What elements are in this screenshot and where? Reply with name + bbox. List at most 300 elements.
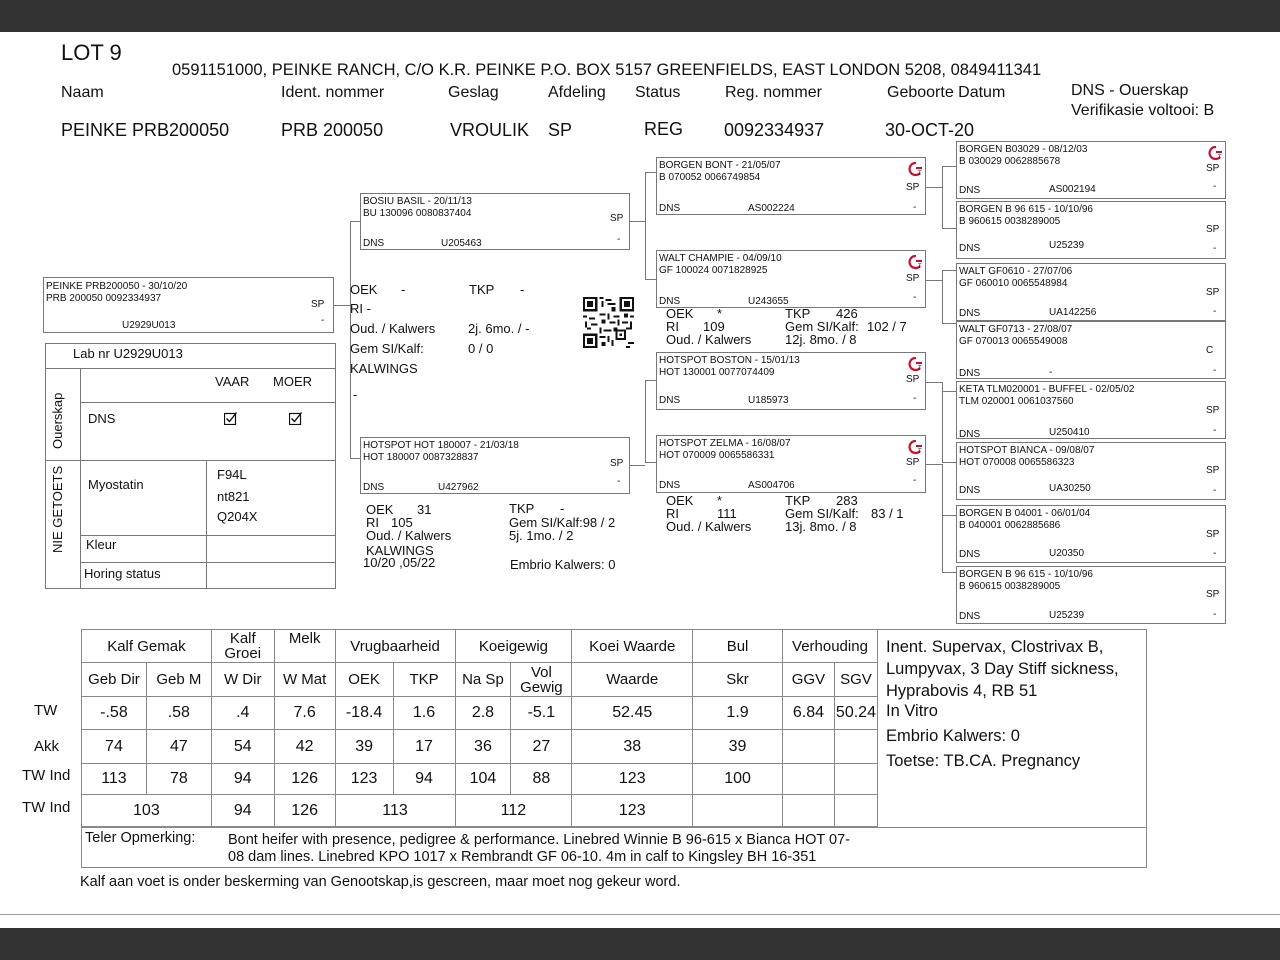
connector [942,572,956,573]
connector [350,458,360,459]
ggp-card-5 [956,381,1226,439]
teler-box [81,827,1147,868]
ggp6-dns: DNS [959,485,981,496]
gp4-oud-label: Oud. / Kalwers [666,519,752,534]
kleur-label: Kleur [86,537,117,552]
gp1-dash: - [913,202,917,213]
table-cell: 38 [572,730,693,764]
table-cell: 112 [455,795,572,827]
ggp6-line2: HOT 070008 0065586323 [959,457,1075,468]
dam-lab: U427962 [438,482,479,493]
ggp7-line2: B 040001 0062885686 [959,520,1061,531]
value-geboorte: 30-OCT-20 [885,120,975,140]
ggp2-dash: - [1213,243,1217,254]
table-cell: 50.24 [834,697,877,730]
group-verhouding: Verhouding [782,630,877,663]
table-cell: 42 [274,730,335,764]
ggp7-sp: SP [1206,529,1220,540]
animal-dash: - [321,315,325,326]
label-naam: Naam [61,84,104,101]
gp4-tkp-value: 283 [836,493,858,508]
table-cell: 88 [511,764,572,795]
group-melk: Melk [274,630,335,663]
table-cell: 78 [146,764,211,795]
svg-text:T: T [1218,155,1222,160]
dns-label: DNS [88,411,116,426]
animal-line1: PEINKE PRB200050 - 30/10/20 [46,281,188,292]
nie-getoets-label: NIE GETOETS [50,465,65,553]
col-geb-dir: Geb Dir [82,663,147,697]
table-cell: 126 [274,795,335,827]
gp1-dns: DNS [659,203,681,214]
gp2-tkp-label: TKP [785,306,811,321]
col-w-mat: W Mat [274,663,335,697]
gp2-sp: SP [906,273,920,284]
table-cell: 74 [82,730,147,764]
gp2-oek-label: OEK [666,306,694,321]
label-geslag: Geslag [448,84,499,101]
connector [942,515,956,516]
table-cell: 123 [335,764,393,795]
ggp7-dash: - [1213,548,1217,559]
dns-ouerskap: DNS - Ouerskap [1071,82,1189,99]
sire-gem-label: Gem SI/Kalf: [350,341,424,356]
ggp-card-7 [956,505,1226,563]
sire-oud-value: 2j. 6mo. / - [468,321,530,336]
ggp5-line1: KETA TLM020001 - BUFFEL - 02/05/02 [959,384,1135,395]
divider [80,562,335,563]
svg-text:T: T [918,366,922,371]
toetse: Toetse: TB.CA. Pregnancy [886,752,1081,770]
table-cell: 17 [393,730,455,764]
table-cell: .4 [211,697,274,730]
divider [206,460,207,588]
divider [46,368,335,369]
group-kalf-gemak: Kalf Gemak [82,630,212,663]
ggp2-line2: B 960615 0038289005 [959,216,1061,227]
ggp7-lab: U20350 [1049,548,1085,559]
verifikasie: Verifikasie voltooi: B [1071,102,1215,119]
value-ident: PRB 200050 [281,120,384,140]
table-cell: 6.84 [782,697,834,730]
gp4-age: 13j. 8mo. / 8 [785,519,857,534]
dam-embrio: Embrio Kalwers: 0 [510,557,616,572]
gp2-gem-value: 102 / 7 [867,319,907,334]
ggp2-lab: U25239 [1049,240,1085,251]
col-tkp: TKP [393,663,455,697]
table-cell [693,795,783,827]
connector [926,280,942,281]
lab-nr: Lab nr U2929U013 [73,346,183,361]
teler-line1: Bont heifer with presence, pedigree & performance. Linebred Winnie B 96-615 x Bianca HOT 07- [228,832,850,848]
moer-label: MOER [273,374,312,389]
gp4-ri-label: RI [666,506,679,521]
connector [334,305,350,306]
table-cell: 1.9 [693,697,783,730]
table-cell: 39 [335,730,393,764]
row-label-tw-ind: TW Ind [22,767,71,784]
value-status: REG [644,119,684,139]
gp4-sp: SP [906,457,920,468]
dam-age: 5j. 1mo. / 2 [509,528,574,543]
row-label-tw-ind-2: TW Ind [22,799,71,816]
teler-line2: 08 dam lines. Linebred KPO 1017 x Rembrandt GF 06-10. 4m in calf to Kingsley BH 16-351 [228,849,817,865]
gp2-line1: WALT CHAMPIE - 04/09/10 [659,253,782,264]
dam-oud-label: Oud. / Kalwers [366,528,452,543]
ggp2-line1: BORGEN B 96 615 - 10/10/96 [959,204,1093,215]
gp4-line1: HOTSPOT ZELMA - 16/08/07 [659,438,791,449]
divider [80,368,81,588]
ggp-card-4 [956,321,1226,379]
connector [942,166,956,167]
ggp4-dns: DNS [959,368,981,379]
sire-tkp-value: - [520,282,525,297]
value-reg: 0092334937 [724,120,825,140]
gp-card-3 [656,352,926,410]
gp2-dns: DNS [659,296,681,307]
sire-oek-label: OEK [350,282,378,297]
connector [942,270,943,323]
connector [942,391,956,392]
ggp-card-3 [956,263,1226,321]
gp2-oud-label: Oud. / Kalwers [666,332,752,347]
animal-sp: SP [311,299,325,310]
connector [645,172,646,279]
gp2-gem-label: Gem SI/Kalf: [785,319,859,334]
gp4-oek-label: OEK [666,493,694,508]
value-geslag: VROULIK [450,120,530,140]
table-cell: 39 [693,730,783,764]
table-cell: 94 [393,764,455,795]
svg-text:T: T [918,264,922,269]
vaar-checkbox-icon [224,412,237,425]
connector [350,221,360,222]
ggp7-dns: DNS [959,549,981,560]
dam-oek-label: OEK [366,502,394,517]
dam-tkp-label: TKP [509,501,535,516]
footer-note: Kalf aan voet is onder beskerming van Genootskap,is gescreen, maar moet nog gekeur word. [80,874,681,890]
gp2-line2: GF 100024 0071828925 [659,265,768,276]
divider [46,460,335,461]
ggp5-dns: DNS [959,429,981,440]
ggp6-dash: - [1213,485,1217,496]
ggp3-dns: DNS [959,308,981,319]
horing-label: Horing status [84,566,161,581]
gp2-lab: U243655 [748,296,789,307]
qr-code-icon [582,297,635,348]
sire-gem-value: 0 / 0 [468,341,494,356]
ggp4-line1: WALT GF0713 - 27/08/07 [959,324,1073,335]
ggp3-dash: - [1213,306,1217,317]
row-label-tw: TW [34,702,58,719]
table-cell: 113 [82,764,147,795]
col-oek: OEK [335,663,393,697]
sire-kalwings-dash: - [353,387,358,402]
table-cell [782,764,834,795]
group-header-row [82,630,878,663]
gp4-dash: - [913,475,917,486]
table-cell: 104 [455,764,511,795]
dam-sp: SP [610,458,624,469]
gp-card-1 [656,157,926,215]
table-cell [782,795,834,827]
gp-card-4 [656,435,926,493]
col-w-dir: W Dir [211,663,274,697]
embrio-kalwers: Embrio Kalwers: 0 [886,727,1020,745]
ggp7-line1: BORGEN B 04001 - 06/01/04 [959,508,1091,519]
dam-line2: HOT 180007 0087328837 [363,452,479,463]
value-naam: PEINKE PRB200050 [61,120,230,140]
teler-label: Teler Opmerking: [85,830,196,846]
table-cell: 7.6 [274,697,335,730]
ggp-card-2 [956,201,1226,259]
gp1-line1: BORGEN BONT - 21/05/07 [659,160,781,171]
svg-text:T: T [918,449,922,454]
table-cell: -5.1 [511,697,572,730]
connector [942,462,956,463]
ggp5-dash: - [1213,425,1217,436]
table-cell [834,730,877,764]
ggp4-status: C [1206,345,1214,356]
col-na-sp: Na Sp [455,663,511,697]
table-cell: 113 [335,795,455,827]
ggp5-line2: TLM 020001 0061037560 [959,396,1074,407]
dam-gem: Gem SI/Kalf:98 / 2 [509,515,616,530]
col-skr: Skr [693,663,783,697]
animal-lab: U2929U013 [122,320,176,331]
connector [942,382,943,462]
connector [645,380,646,462]
connector [926,187,942,188]
connector [942,464,943,572]
ggp8-lab: U25239 [1049,610,1085,621]
ggp2-dns: DNS [959,243,981,254]
table-cell: .58 [146,697,211,730]
dam-tkp-value: - [560,501,565,516]
animal-card [43,277,334,333]
gp3-line1: HOTSPOT BOSTON - 15/01/13 [659,355,800,366]
top-bar [0,0,1280,32]
ggp1-line2: B 030029 0062885678 [959,156,1061,167]
ouerskap-label: Ouerskap [50,392,65,449]
connector [942,323,956,324]
divider [0,914,1280,915]
table-cell: 123 [572,764,693,795]
gp3-line2: HOT 130001 0077074409 [659,367,775,378]
table-cell [834,764,877,795]
dam-line1: HOTSPOT HOT 180007 - 21/03/18 [363,440,519,451]
table-cell [834,795,877,827]
ggp5-lab: U250410 [1049,427,1090,438]
group-vrugbaarheid: Vrugbaarheid [335,630,455,663]
connector [350,221,351,458]
table-row-tw [82,697,878,730]
column-header-row [82,663,878,697]
dam-kalwings-dates: 10/20 ,05/22 [363,555,436,570]
label-afdeling: Afdeling [548,84,606,101]
ggp6-lab: UA30250 [1049,483,1091,494]
ggp3-sp: SP [1206,287,1220,298]
sire-card [360,193,630,250]
sire-oek-value: - [401,282,406,297]
gp4-lab: AS004706 [748,480,795,491]
col-waarde: Waarde [572,663,693,697]
ebv-table [81,629,878,827]
connector [942,228,956,229]
gp2-tkp-value: 426 [836,306,858,321]
ggp1-dash: - [1213,181,1217,192]
bottom-bar [0,928,1280,960]
ggp-card-6 [956,442,1226,500]
lot-title: LOT 9 [61,40,122,65]
table-cell: 103 [82,795,212,827]
sire-line1: BOSIU BASIL - 20/11/13 [363,196,472,207]
sire-line2: BU 130096 0080837404 [363,208,472,219]
gp2-ri-label: RI [666,319,679,334]
ggp6-sp: SP [1206,465,1220,476]
group-kalf-groei: Kalf Groei [211,630,274,663]
gp3-lab: U185973 [748,395,789,406]
label-status: Status [635,84,681,101]
sire-sp: SP [610,213,624,224]
table-cell: 52.45 [572,697,693,730]
lab-box [45,343,336,589]
table-row-tw-ind [82,764,878,795]
table-row-tw-ind-combined [82,795,878,827]
sire-oud-label: Oud. / Kalwers [350,321,436,336]
gp1-lab: AS002224 [748,203,795,214]
gp2-dash: - [913,292,917,303]
sire-ri: RI - [350,301,371,316]
ggp1-sp: SP [1206,163,1220,174]
inent-text: Inent. Supervax, Clostrivax B, Lumpyvax, 3 Day Stiff sickness, Hyprabovis 4, RB 51 [886,638,1119,700]
table-cell: 27 [511,730,572,764]
ggp8-sp: SP [1206,589,1220,600]
ggp1-lab: AS002194 [1049,184,1096,195]
divider [80,402,335,403]
ggp3-line1: WALT GF0610 - 27/07/06 [959,266,1073,277]
moer-checkbox-icon [289,412,302,425]
gp2-ri-value: 109 [703,319,725,334]
gp2-oek-value: * [717,306,723,321]
myostatin-f94l: F94L [217,467,247,482]
ggp8-dns: DNS [959,611,981,622]
dam-ri-value: 105 [391,515,413,530]
table-cell: 47 [146,730,211,764]
gp4-gem-label: Gem SI/Kalf: [785,506,859,521]
table-cell [782,730,834,764]
ggp4-dash: - [1213,365,1217,376]
table-cell: -.58 [82,697,147,730]
ggp1-dns: DNS [959,185,981,196]
col-ggv: GGV [782,663,834,697]
dam-dash: - [617,476,621,487]
notes-panel [877,629,1147,828]
label-geboorte: Geboorte Datum [887,84,1006,101]
svg-text:T: T [918,171,922,176]
ggp8-line2: B 960615 0038289005 [959,581,1061,592]
in-vitro: In Vitro [886,702,938,720]
society-logo-icon [907,162,925,176]
table-cell: 1.6 [393,697,455,730]
sire-dns: DNS [363,238,385,249]
table-cell: 36 [455,730,511,764]
gp4-gem-value: 83 / 1 [871,506,904,521]
table-cell: 54 [211,730,274,764]
label-reg: Reg. nommer [725,84,822,101]
gp1-line2: B 070052 0066749854 [659,172,761,183]
connector [629,221,645,222]
dam-oek-value: 31 [417,502,432,517]
ggp3-lab: UA142256 [1049,307,1097,318]
table-cell: 94 [211,764,274,795]
group-bul: Bul [693,630,783,663]
connector [942,166,943,228]
sire-kalwings: KALWINGS [350,361,418,376]
myostatin-q204x: Q204X [217,509,258,524]
gp3-sp: SP [906,374,920,385]
ggp6-line1: HOTSPOT BIANCA - 09/08/07 [959,445,1095,456]
gp2-age: 12j. 8mo. / 8 [785,332,857,347]
vaar-label: VAAR [215,374,250,389]
table-row-akk [82,730,878,764]
ggp3-line2: GF 060010 0065548984 [959,278,1068,289]
dam-ri-label: RI [366,515,379,530]
connector [926,382,942,383]
value-afdeling: SP [548,120,573,140]
gp4-oek-value: * [717,493,723,508]
ggp8-dash: - [1213,609,1217,620]
table-cell: 126 [274,764,335,795]
dam-card [360,437,630,494]
ggp4-line2: GF 070013 0065549008 [959,336,1068,347]
gp4-ri-value: 111 [717,506,737,521]
col-vol-gewig: Vol Gewig [511,663,572,697]
society-logo-icon [1207,146,1225,160]
connector [942,270,956,271]
table-cell: 100 [693,764,783,795]
myostatin-label: Myostatin [88,477,144,492]
society-logo-icon [907,440,925,454]
group-koeigewig: Koeigewig [455,630,572,663]
label-ident: Ident. nommer [281,84,385,101]
row-label-akk: Akk [34,738,60,755]
gp4-line2: HOT 070009 0065586331 [659,450,775,461]
myostatin-nt821: nt821 [217,489,250,504]
connector [629,465,645,466]
table-cell: 2.8 [455,697,511,730]
gp4-dns: DNS [659,480,681,491]
gp-card-2 [656,250,926,308]
sire-lab: U205463 [441,238,482,249]
ggp-card-8 [956,566,1226,624]
ggp8-line1: BORGEN B 96 615 - 10/10/96 [959,569,1093,580]
ggp5-sp: SP [1206,405,1220,416]
ggp-card-1 [956,141,1226,199]
table-cell: 123 [572,795,693,827]
ggp1-line1: BORGEN B03029 - 08/12/03 [959,144,1088,155]
dam-dns: DNS [363,482,385,493]
ggp2-sp: SP [1206,224,1220,235]
gp3-dns: DNS [659,395,681,406]
society-logo-icon [907,357,925,371]
gp1-sp: SP [906,182,920,193]
ggp4-lab: - [1049,367,1053,378]
group-koei-waarde: Koei Waarde [572,630,693,663]
divider [80,535,335,536]
col-geb-m: Geb M [146,663,211,697]
gp4-tkp-label: TKP [785,493,811,508]
